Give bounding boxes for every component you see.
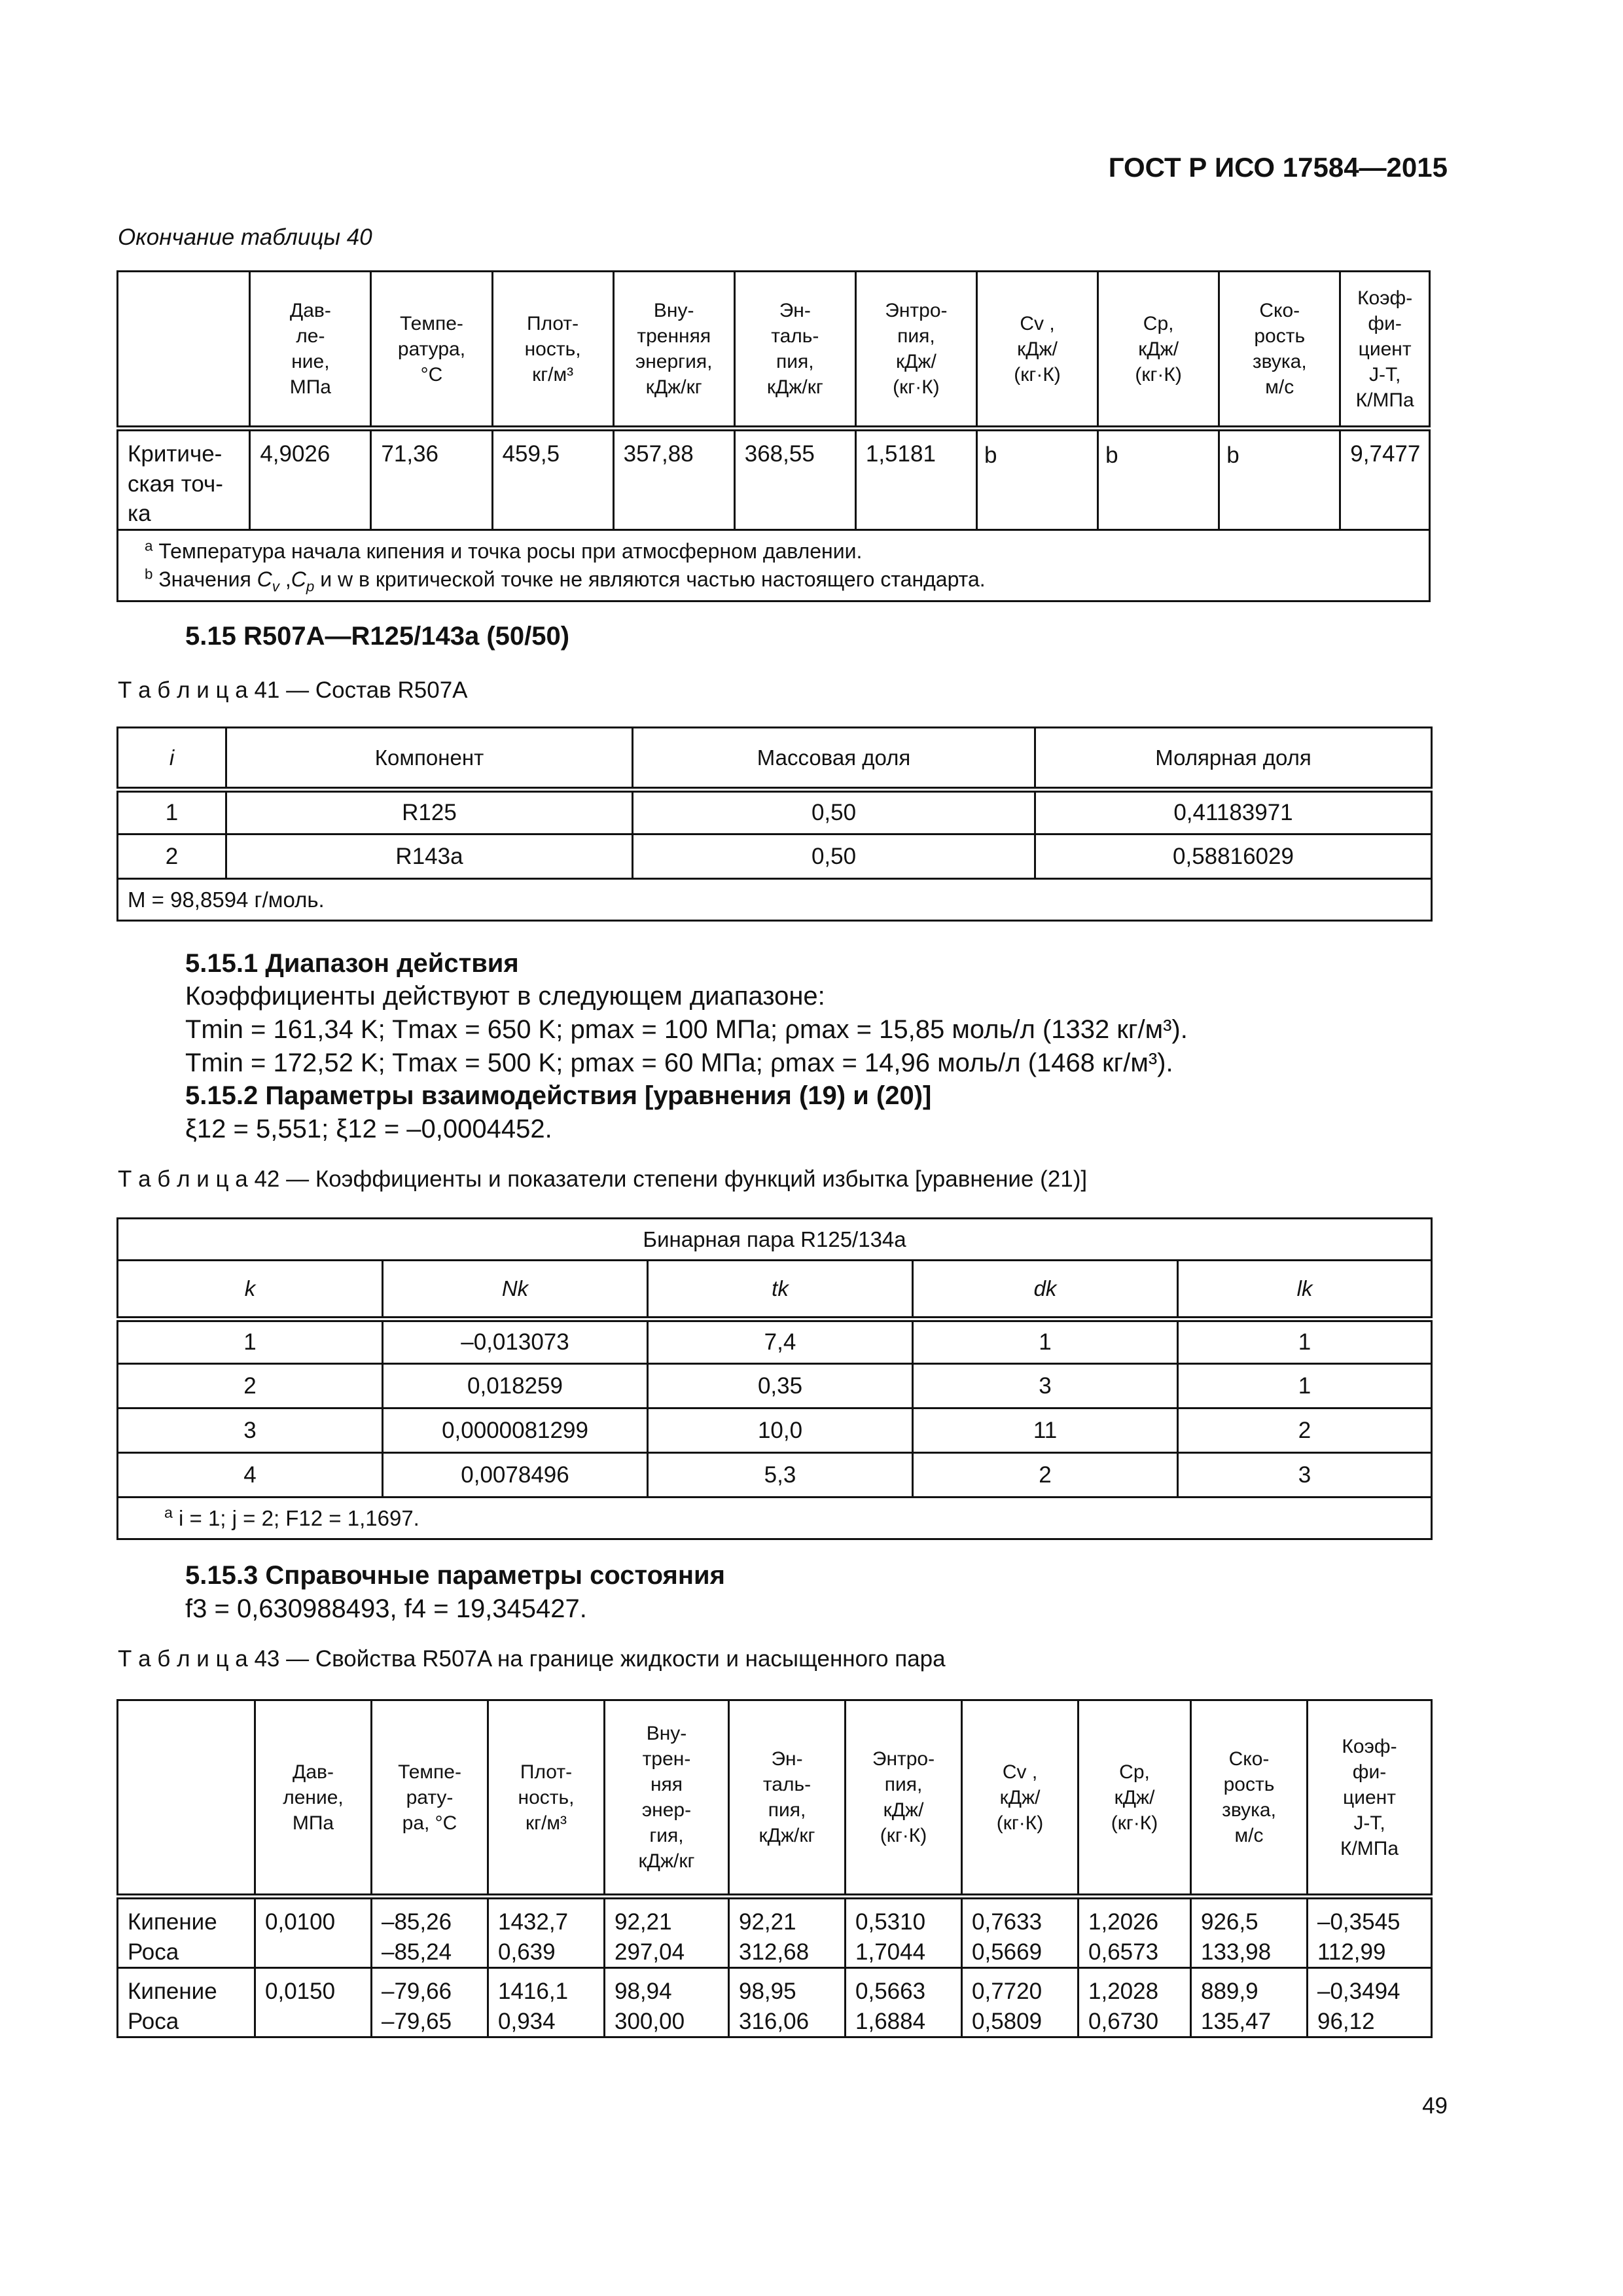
range-line-1: Tmin = 161,34 K; Tmax = 650 K; pmax = 100 МПа; ρmax = 15,85 моль/л (1332 кг/м³). [185,1015,1188,1044]
table42-cell: 11 [913,1408,1178,1453]
section-5-15-3-title: 5.15.3 Справочные параметры состояния [185,1561,725,1590]
table42-cell: 2 [118,1364,383,1408]
table42-footer-row [118,1498,1432,1539]
interaction-params: ξ12 = 5,551; ξ12 = –0,0004452. [185,1115,552,1143]
table41-cell: R125 [226,790,633,834]
table43-cell: –0,3545 112,99 [1308,1897,1432,1968]
table-row [118,1897,1432,1968]
table43-col-entropy: Энтро- пия, кДж/ (кг·К) [846,1700,962,1897]
table43-cell: 92,21 312,68 [729,1897,846,1968]
table42-cell: 4 [118,1453,383,1498]
table41-col-molar-fraction: Молярная доля [1035,728,1432,790]
table42-cell: –0,013073 [383,1319,648,1364]
table42-col-nk: Nk [383,1261,648,1319]
table42-cell: 2 [913,1453,1178,1498]
table43-cell: 92,21 297,04 [605,1897,729,1968]
table41 [116,726,1433,922]
table40-col-sound-speed: Ско- рость звука, м/с [1219,272,1340,429]
table43-cell: 889,9 135,47 [1191,1968,1308,2037]
table40-header-row [118,272,1430,429]
table41-footer-row [118,879,1432,921]
table42-col-lk: lk [1178,1261,1432,1319]
table43-cell: 0,5663 1,6884 [846,1968,962,2037]
section-5-15-title: 5.15 R507A—R125/143a (50/50) [185,622,570,651]
table40-note-b: $^b$ Значения $C_v$ $,C_p$ и w в критической точке не являются частью настоящего стандарта. [145,565,986,595]
table42-cell: 3 [118,1408,383,1453]
table43-cell: 0,7633 0,5669 [962,1897,1079,1968]
document-id: ГОСТ Р ИСО 17584—2015 [1108,152,1448,183]
table42-cell: 3 [1178,1453,1432,1498]
table43-col-pressure: Дав- ление, МПа [255,1700,372,1897]
table41-cell: 0,41183971 [1035,790,1432,834]
table40-cell: 71,36 [371,429,492,530]
table40-col-cv: Cv , кДж/ (кг·К) [976,272,1097,429]
table42-cell: 7,4 [648,1319,913,1364]
table43-row-label: Кипение Роса [118,1968,255,2037]
table43-col-internal-energy: Вну- трен- няя энер- гия, кДж/кг [605,1700,729,1897]
table43-caption: Т а б л и ц а 43 — Свойства R507A на границе жидкости и насыщенного пара [118,1646,946,1672]
table40-col-density: Плот- ность, кг/м³ [492,272,613,429]
table40-row-label: Критиче- ская точ- ка [118,429,250,530]
table40-corner-cell [118,272,250,429]
range-intro: Коэффициенты действуют в следующем диапазоне: [185,982,825,1011]
table-row [118,790,1432,834]
table43-cell: 0,5310 1,7044 [846,1897,962,1968]
table42-footnote: $^a$ i = 1; j = 2; F12 = 1,1697. [118,1498,1432,1539]
range-line-2: Tmin = 172,52 K; Tmax = 500 K; pmax = 60 МПа; ρmax = 14,96 моль/л (1468 кг/м³). [185,1049,1173,1077]
table41-header-row [118,728,1432,790]
table40-notes [118,529,1430,601]
table41-col-component: Компонент [226,728,633,790]
table43-cell: 1432,7 0,639 [488,1897,605,1968]
table40-note-a: $^a$ Температура начала кипения и точка росы при атмосферном давлении. [145,537,863,563]
table42-col-k: k [118,1261,383,1319]
table-row [118,1408,1432,1453]
table42-cell: 5,3 [648,1453,913,1498]
table40-cell: 459,5 [492,429,613,530]
table41-molar-mass: M = 98,8594 г/моль. [118,879,1432,921]
table43-cell: 1416,1 0,934 [488,1968,605,2037]
table41-col-mass-fraction: Массовая доля [633,728,1035,790]
table41-cell: R143a [226,834,633,879]
table41-cell: 2 [118,834,226,879]
table40-cell: 1,5181 [855,429,976,530]
table-row [118,1364,1432,1408]
table42-col-tk: tk [648,1261,913,1319]
table42-cell: 1 [1178,1364,1432,1408]
table40-cell: 368,55 [734,429,855,530]
table40-cell: 9,7477 [1340,429,1430,530]
table40-col-entropy: Энтро- пия, кДж/ (кг·К) [855,272,976,429]
table42-cell: 2 [1178,1408,1432,1453]
table42-caption: Т а б л и ц а 42 — Коэффициенты и показатели степени функций избытка [уравнение (21)] [118,1166,1088,1192]
table43-cell: –85,26 –85,24 [372,1897,488,1968]
table41-cell: 0,50 [633,790,1035,834]
table42-cell: 0,0078496 [383,1453,648,1498]
table42-group-header: Бинарная пара R125/134а [118,1219,1432,1261]
table43-col-cv: Cv , кДж/ (кг·К) [962,1700,1079,1897]
table43-col-temperature: Темпе- рату- ра, °С [372,1700,488,1897]
table43-cell: 0,0100 [255,1897,372,1968]
table43-cell: –79,66 –79,65 [372,1968,488,2037]
table43-col-density: Плот- ность, кг/м³ [488,1700,605,1897]
table40 [116,270,1431,602]
table42-col-dk: dk [913,1261,1178,1319]
table43-corner-cell [118,1700,255,1897]
table43-cell: 98,95 316,06 [729,1968,846,2037]
table41-cell: 0,50 [633,834,1035,879]
table43-col-cp: Cp, кДж/ (кг·К) [1079,1700,1191,1897]
table42-header-row [118,1261,1432,1319]
table42-footnote-text: i = 1; j = 2; F12 = 1,1697. [179,1505,419,1530]
table42-cell: 1 [1178,1319,1432,1364]
table42-cell: 0,018259 [383,1364,648,1408]
table41-col-i: i [118,728,226,790]
table-row [118,834,1432,879]
table43-cell: –0,3494 96,12 [1308,1968,1432,2037]
table43 [116,1699,1433,2038]
note-a-text: Температура начала кипения и точка росы при атмосферном давлении. [158,539,863,563]
table41-cell: 0,58816029 [1035,834,1432,879]
section-5-15-2-title: 5.15.2 Параметры взаимодействия [уравнения (19) и (20)] [185,1081,932,1110]
note-b-prefix: Значения [158,567,251,591]
table40-col-cp: Cp, кДж/ (кг·К) [1098,272,1219,429]
table41-caption: Т а б л и ц а 41 — Состав R507A [118,677,468,703]
table40-col-temperature: Темпе- ратура, °С [371,272,492,429]
table43-cell: 0,0150 [255,1968,372,2037]
page-number: 49 [1422,2093,1448,2119]
table-row [118,1319,1432,1364]
table40-col-internal-energy: Вну- тренняя энергия, кДж/кг [613,272,734,429]
table42-cell: 3 [913,1364,1178,1408]
table43-header-row [118,1700,1432,1897]
table43-col-jt-coefficient: Коэф- фи- циент J-T, К/МПа [1308,1700,1432,1897]
table41-cell: 1 [118,790,226,834]
table40-footnote-marker: b [1098,429,1219,530]
table40-row-critical [118,429,1430,530]
table43-cell: 0,7720 0,5809 [962,1968,1079,2037]
table40-caption: Окончание таблицы 40 [118,224,372,250]
table42-group-header-row [118,1219,1432,1261]
table43-col-sound-speed: Ско- рость звука, м/с [1191,1700,1308,1897]
table43-cell: 926,5 133,98 [1191,1897,1308,1968]
table42-cell: 0,35 [648,1364,913,1408]
table42-cell: 1 [913,1319,1178,1364]
table40-col-jt-coefficient: Коэф- фи- циент J-T, К/МПа [1340,272,1430,429]
table-row [118,1453,1432,1498]
table42-cell: 0,0000081299 [383,1408,648,1453]
section-5-15-1-title: 5.15.1 Диапазон действия [185,949,519,978]
table43-row-label: Кипение Роса [118,1897,255,1968]
table43-cell: 1,2028 0,6730 [1079,1968,1191,2037]
table40-col-enthalpy: Эн- таль- пия, кДж/кг [734,272,855,429]
table42-cell: 1 [118,1319,383,1364]
table43-col-enthalpy: Эн- таль- пия, кДж/кг [729,1700,846,1897]
table-row [118,1968,1432,2037]
table42-cell: 10,0 [648,1408,913,1453]
table40-col-pressure: Дав- ле- ние, МПа [250,272,371,429]
table40-footnote-marker: b [1219,429,1340,530]
table40-cell: 4,9026 [250,429,371,530]
table42 [116,1217,1433,1540]
table43-cell: 1,2026 0,6573 [1079,1897,1191,1968]
table40-cell: 357,88 [613,429,734,530]
table43-cell: 98,94 300,00 [605,1968,729,2037]
note-b-suffix: и w в критической точке не являются частью настоящего стандарта. [320,567,986,591]
table40-footnote-marker: b [976,429,1097,530]
reference-params: f3 = 0,630988493, f4 = 19,345427. [185,1594,587,1623]
table40-notes-row [118,529,1430,601]
